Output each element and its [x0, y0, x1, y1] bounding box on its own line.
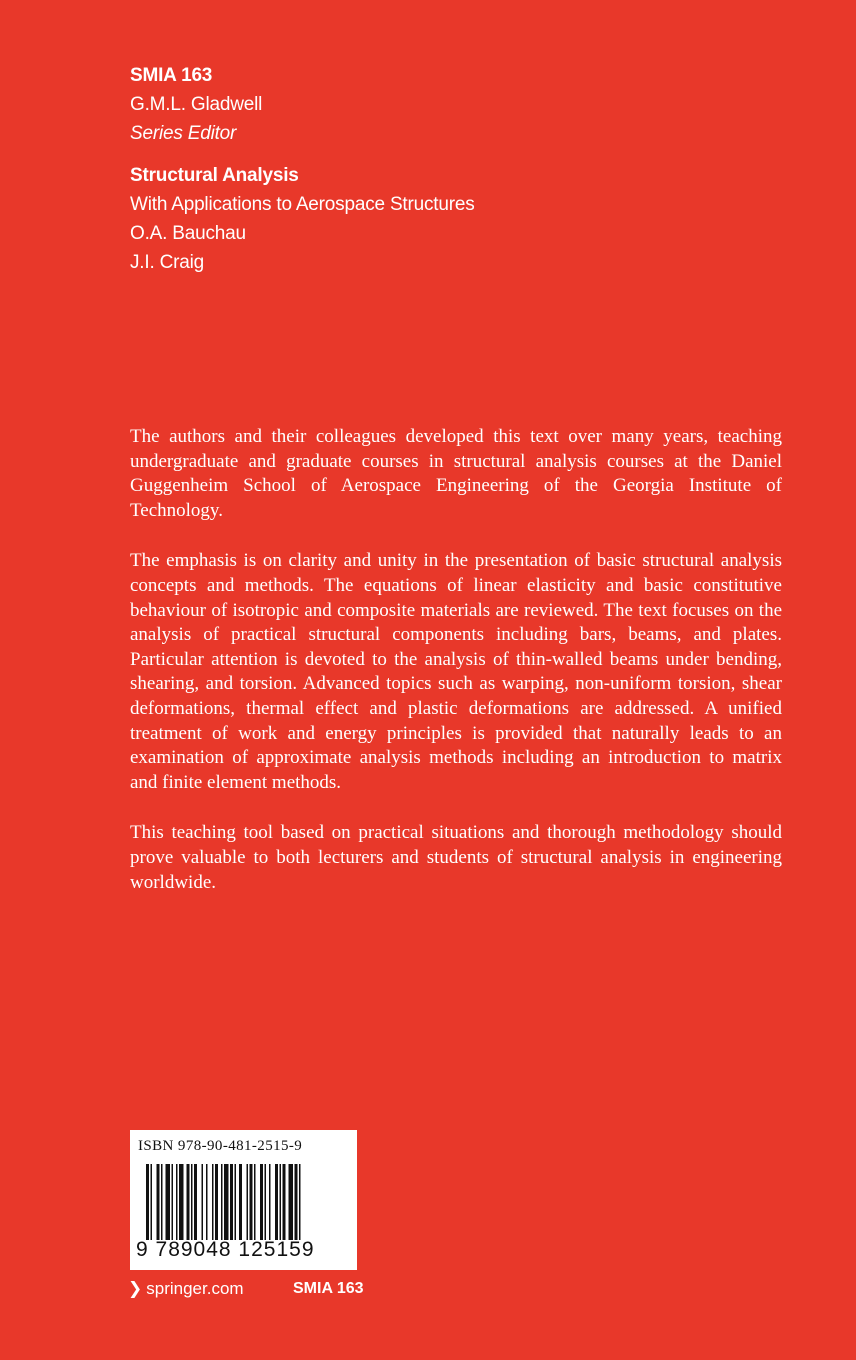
description-paragraph-3: This teaching tool based on practical situations and thorough methodology should prove valuable to both lecturers and students of structural analysis in engineering worldwide. [130, 822, 782, 893]
description-paragraph-2: The emphasis is on clarity and unity in the presentation of basic structural analysis concepts and methods. The equations of linear elasticity and basic constitutive behaviour of isotropic and composite materials are reviewed. The text focuses on the analysis of practical structural components including bars, beams, and plates. Particular attention is devoted to the analysis of thin-walled beams under bending, shearing, and torsion. Advanced topics such as warping, non-uniform torsion, shear deformations, thermal effect and plastic deformations are addressed. A unified treatment of work and energy principles is provided that naturally leads to an examination of approximate analysis methods including an introduction to matrix and finite element methods. [130, 550, 782, 793]
cover-header [130, 62, 750, 277]
author-1: O.A. Bauchau [130, 223, 246, 244]
series-code: SMIA 163 [130, 65, 213, 86]
barcode-digits: 9 789048 125159 [136, 1238, 315, 1261]
book-title: Structural Analysis [130, 165, 299, 186]
series-editor-role: Series Editor [130, 123, 237, 144]
author-2: J.I. Craig [130, 252, 205, 273]
publisher-link[interactable] [128, 1278, 244, 1300]
book-description [130, 425, 782, 921]
barcode-icon [146, 1164, 342, 1240]
description-paragraph-1: The authors and their colleagues developed this text over many years, teaching undergraduate and graduate courses in structural analysis courses at the Daniel Guggenheim School of Aerospace Engineering of the Georgia Institute of Technology. [130, 426, 782, 521]
series-editor-name: G.M.L. Gladwell [130, 94, 263, 115]
isbn-barcode-box [130, 1130, 357, 1270]
book-subtitle: With Applications to Aerospace Structures [130, 194, 475, 215]
chevron-right-icon: ❯ [128, 1279, 143, 1298]
publisher-url: springer.com [146, 1279, 244, 1298]
footer-series-code: SMIA 163 [293, 1280, 364, 1297]
isbn-label: ISBN 978-90-481-2515-9 [138, 1138, 303, 1154]
